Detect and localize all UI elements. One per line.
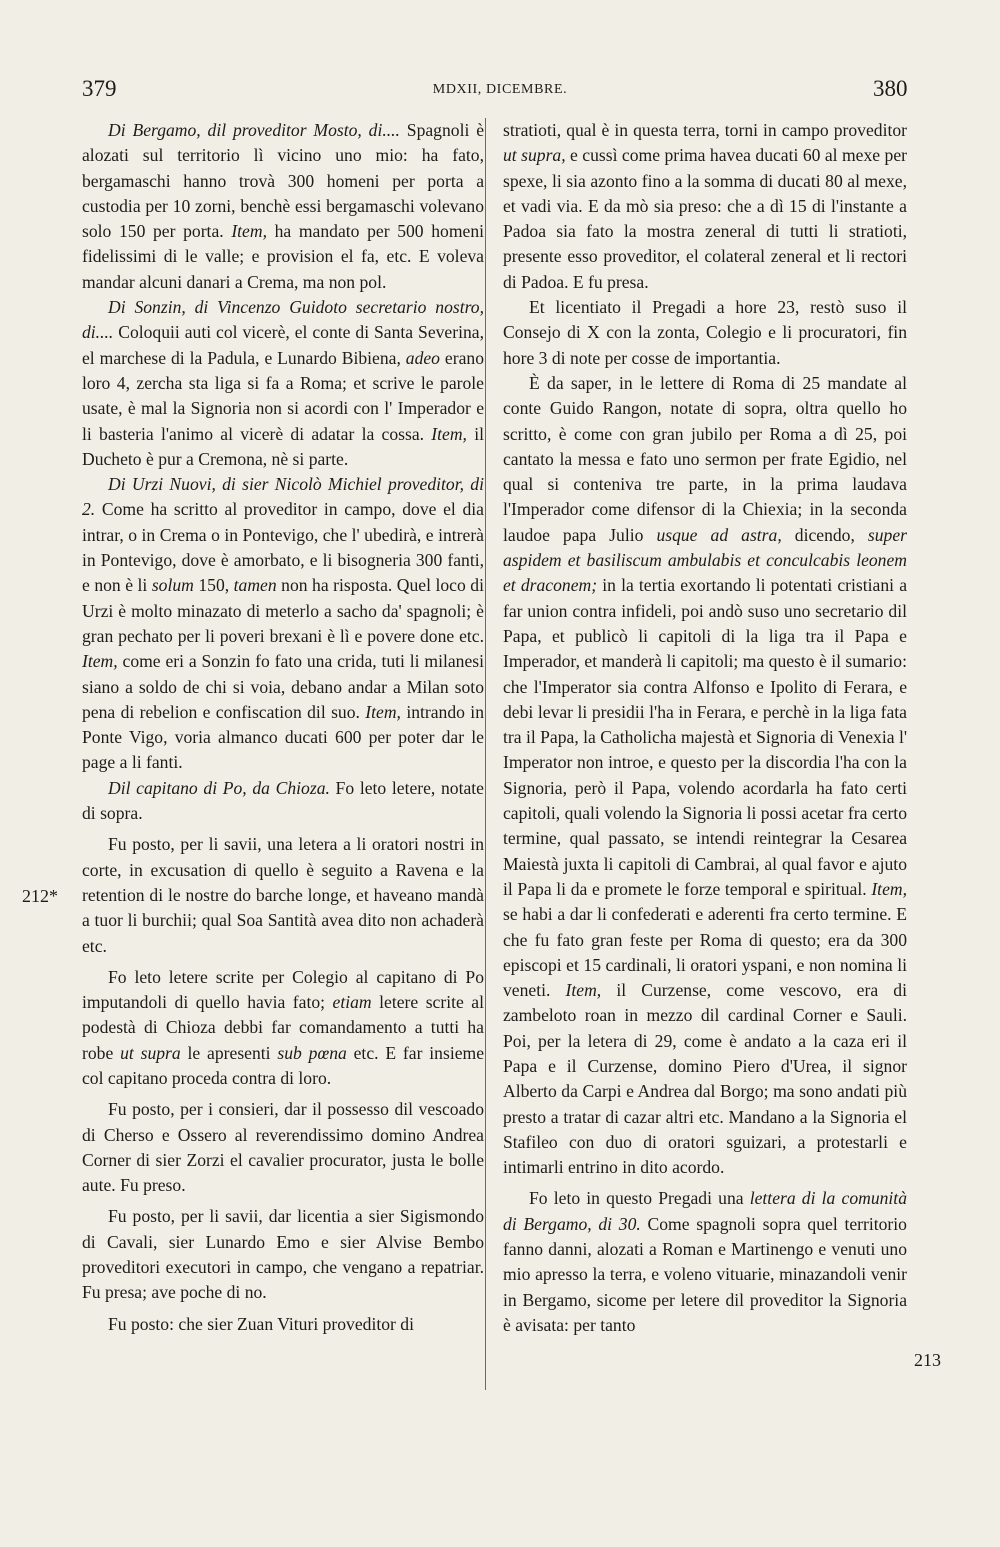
italic-run: ut supra — [120, 1042, 181, 1063]
column-divider — [485, 118, 486, 1390]
right-page-number: 380 — [873, 76, 908, 101]
paragraph-pregadi: Et licentiato il Pregadi a hore 23, restò suso il Consejo di X con la zonta, Colegio e li procuratori, fin hore 3 di note per cosse de importantia. — [503, 297, 907, 368]
italic-run: lettera di la comunità di Bergamo, di 30. — [503, 1188, 907, 1234]
heading-italic: Dil capitano di Po, da Chioza. — [108, 777, 330, 798]
italic-run: Item, — [82, 651, 118, 672]
text-run: stratioti, qual è in questa terra, torni in campo proveditor — [503, 120, 907, 140]
paragraph-urzi-nuovi — [82, 472, 484, 776]
italic-run: solum — [151, 575, 194, 596]
text-run: erano loro 4, zercha sta liga si fa a Roma; et scrive le parole usate, è mal la Signoria non si acordi con l' Imperador e li basteria l'animo al vicerè di adatar la cossa. — [82, 347, 484, 444]
paragraph-letere-colegio — [82, 965, 484, 1091]
paragraph-vescoado: Fu posto, per i consieri, dar il possesso dil vescoado di Cherso e Ossero al reverendissimo domino Andrea Corner di sier Zorzi el cavalier procurator, justa le bolle aute. Fu preso. — [82, 1099, 484, 1196]
margin-reference-left: 212* — [22, 886, 58, 906]
italic-run: adeo — [405, 347, 440, 368]
running-head: MDXII, DICEMBRE. — [432, 82, 568, 97]
italic-run: Item, — [565, 980, 602, 1001]
heading-italic: Di Sonzin, di Vincenzo Guidoto secretario nostro, di.... — [82, 297, 484, 343]
text-run: Come spagnoli sopra quel territorio fanno danni, alozati a Roman e Martinengo e venuti uno mio apresso la terra, e voleno vituarie, minazandoli venir in Bergamo, sicome per letere dil proveditor la Signoria è avisata: per tanto — [503, 1213, 907, 1335]
italic-run: super aspidem et basiliscum ambulabis et conculcabis leonem et draconem; — [503, 524, 908, 596]
paragraph-lettere-roma — [503, 371, 907, 1181]
italic-run: Item, — [871, 878, 907, 899]
paragraph-letera-oratori: Fu posto, per li savii, una letera a li oratori nostri in corte, in excusation di quello è seguito a Ravena e la retention di le nostre do barche longe, et haveano mandà a tuor li burchii; qual Soa Santità avea dito non achaderà etc. — [82, 834, 484, 956]
text-run: se habi a dar li confederati e aderenti fra certo termine. E che fu fato gran feste per Roma di questo; era da 300 episcopi et 15 cardinali, li oratori yspani, e non nomina li veneti. — [503, 904, 907, 1001]
text-run: dicendo, — [781, 524, 868, 545]
text-run: letere scrite al podestà di Chioza debbi far comandamento a tutti ha robe — [82, 992, 484, 1063]
text-run: Coloquii auti col vicerè, el conte di Santa Severina, el marchese di la Padula, e Lunardo Bibiena, — [82, 322, 484, 368]
text-run: ha mandato per 500 homeni fidelissimi di le valle; e provision el fa, etc. E voleva mandar alcuni danari a Crema, ma non pol. — [82, 221, 485, 292]
paragraph-licentia: Fu posto, per li savii, dar licentia a sier Sigismondo di Cavali, sier Lunardo Emo e sier Alvise Bembo proveditori executori in campo, che vengano a repatriar. Fu presa; ave poche di no. — [82, 1206, 484, 1303]
right-column — [503, 118, 907, 1338]
italic-run: ut supra, — [503, 145, 566, 166]
left-column — [82, 118, 484, 1337]
paragraph-stratioti — [503, 118, 907, 295]
text-run: in la tertia exortando li potentati cristiani a far union contra infideli, poi andò suso uno secretario dil Papa, et publicò li capitoli di la liga tra il Papa e Imperador, et manderà li capitoli; ma questo è il sumario: che l'Imperator sia contra Alfonso e Ipolito di Ferara, e debi levar li presidii l'ha in Ferara, e perchè in la liga fata tra il Papa, la Catholicha majestà et Signoria di Venexia l' Imperator non introe, e questo per la discordia l'ha con la Signoria, però il Papa, volendo acordarla ha fato certi capitoli, quali volendo la Signoria li possi acetar fra certo termine, qual passato, se intendi reintegrar la Cesarea Maiestà juxta li capitoli di Cambrai, al qual favor e ajuto il Papa li da e promete le forze temporal e spiritual. — [503, 575, 907, 899]
text-run: Fo leto in questo Pregadi una — [529, 1188, 750, 1209]
italic-run: Item, — [231, 221, 267, 242]
italic-run: Item, — [365, 701, 401, 722]
italic-run: usque ad astra, — [656, 524, 782, 545]
text-run: Spagnoli è alozati sul territorio lì vicino uno mio: ha fato, bergamaschi hanno trovà 300 homeni per porta a custodia per 10 zorni, benchè essi bergamaschi volevano solo 150 per porta. — [82, 120, 484, 242]
italic-run: sub pœna — [277, 1042, 347, 1063]
paragraph-bergamo — [82, 118, 484, 295]
text-run: 150, — [193, 575, 234, 596]
text-run: È da saper, in le lettere di Roma di 25 mandate al conte Guido Rangon, notate di sopra, oltra quello ho scritto, è come con gran jubilo per Roma a dì 25, poi cantato la messa e fato uno sermon per frate Egidio, nel qual si conteniva tre parte, in la prima laudava l'Imperador come difensor di la Chiexia; in la seconda laudoe papa Julio — [503, 372, 907, 545]
paragraph-capitano-po — [82, 776, 484, 827]
paragraph-comunita-bergamo — [503, 1186, 907, 1338]
text-run: come eri a Sonzin fo fato una crida, tuti li milanesi siano a soldo de chi si voia, debano andar a Milan soto pena di rebelion e confiscation dil suo. — [82, 651, 484, 722]
heading-italic: Di Bergamo, dil proveditor Mosto, di.... — [108, 120, 400, 140]
text-run: Come ha scritto al proveditor in campo, dove el dia intrar, o in Crema o in Pontevigo, che l' ubedirà, e intrerà in Pontevigo, dove è amorbato, e li bisogneria 300 fanti, e non è li — [82, 499, 484, 596]
italic-run: etiam — [332, 992, 372, 1013]
italic-run: tamen — [233, 575, 277, 596]
paragraph-sonzin — [82, 295, 484, 472]
text-run: Fo leto letere, notate di sopra. — [82, 777, 484, 824]
text-run: le apresenti — [180, 1042, 278, 1063]
text-run: Fo leto letere scrite per Colegio al capitano di Po imputandoli di quello havia fato; — [82, 966, 484, 1013]
text-run: intrando in Ponte Vigo, voria almanco ducati 600 per poter dar le page a li fanti. — [82, 701, 484, 773]
left-page-number: 379 — [82, 76, 117, 101]
page-header — [0, 68, 1000, 108]
margin-reference-right: 213 — [914, 1350, 941, 1370]
text-run: il Curzense, come vescovo, era di zambeloto roan in mezzo dil cardinal Corner e Sauli. Poi, per la letera di 29, come è andato a la caza eri il Papa e il Curzense, domino Piero d'Urea, il signor Alberto da Carpi e Andrea dal Borgo; ma sono andati più presto a tratar di cazar altri etc. Mandano a la Signoria el Stafileo con duo di oratori sguizari, a protestarli e intimarli entrino in dito acordo. — [503, 980, 907, 1178]
heading-italic: Di Urzi Nuovi, di sier Nicolò Michiel proveditor, di 2. — [82, 474, 484, 520]
italic-run: Item, — [431, 423, 467, 444]
text-run: non ha risposta. Quel loco di Urzi è molto minazato di meterlo a sacho da' spagnoli; è gran pechato per li poveri brexani è lì e povere done etc. — [82, 575, 484, 646]
text-run: e cussì come prima havea ducati 60 al mexe per spexe, li sia azonto fino a la somma di ducati 80 al mexe, et vadi via. E da mò sia preso: che a dì 15 di l'instante a Padoa sia fato la mostra zeneral di tutti li stratioti, presente esso proveditor, el colateral zeneral et li rectori di Padoa. E fu presa. — [503, 145, 907, 292]
text-run: etc. E far insieme col capitano proceda contra di loro. — [82, 1042, 485, 1088]
text-run: il Ducheto è pur a Cremona, nè si parte. — [82, 423, 484, 469]
paragraph-vituri: Fu posto: che sier Zuan Vituri proveditor di — [108, 1313, 414, 1334]
